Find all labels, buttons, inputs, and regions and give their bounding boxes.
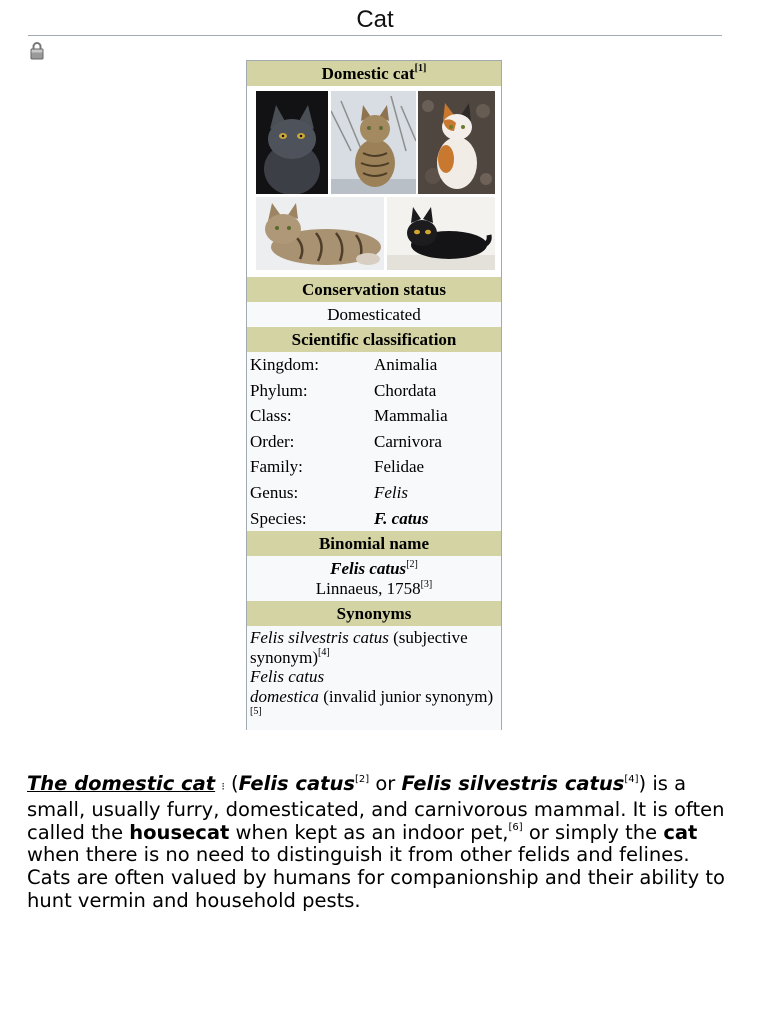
citation-link[interactable]: [3] (420, 578, 433, 590)
citation-link[interactable]: [6] (508, 822, 523, 834)
classification-value[interactable]: Felidae (374, 457, 425, 477)
bold-term: housecat (129, 820, 230, 844)
cat-photo-russian-blue[interactable] (256, 91, 328, 194)
classification-key: Family: (250, 457, 303, 477)
binomial-name-header: Binomial name (247, 531, 501, 556)
classification-row (247, 378, 501, 404)
citation-link[interactable]: [4] (318, 647, 330, 658)
infobox-title-text: Domestic cat (321, 64, 415, 83)
citation-link[interactable]: [5] (250, 705, 262, 717)
classification-key: Order: (250, 431, 295, 451)
citation-link[interactable]: [1] (414, 63, 427, 75)
intro-text: ( (224, 772, 239, 795)
classification-value: F. catus (374, 508, 429, 528)
conservation-status-header: Conservation status (247, 277, 501, 302)
intro-text: ) is a small, usually furry, domesticated, and carnivorous mammal. It is often called the (27, 772, 725, 844)
cat-photo-tabby-lying[interactable] (256, 197, 384, 270)
classification-row (247, 454, 501, 480)
synonym-name: Felis catus (250, 667, 325, 687)
scientific-classification-header: Scientific classification (247, 327, 501, 352)
cat-photo-tabby[interactable] (331, 91, 416, 194)
classification-value[interactable]: Mammalia (374, 406, 448, 426)
classification-value[interactable]: Chordata (374, 380, 437, 400)
classification-key: Genus: (250, 482, 299, 502)
synonym-item (250, 628, 498, 667)
title-divider (28, 35, 722, 36)
intro-text: or (369, 772, 402, 795)
classification-value[interactable]: Carnivora (374, 431, 442, 451)
intro-text: when kept as an indoor pet, (229, 820, 509, 844)
cat-photo-black[interactable] (387, 197, 495, 270)
synonyms-header: Synonyms (247, 601, 501, 626)
citation-link[interactable]: [2] (406, 558, 418, 570)
citation-link[interactable]: [4] (624, 773, 639, 785)
page-title: Cat (356, 6, 394, 33)
classification-value[interactable]: Felis (374, 482, 408, 502)
infobox-title (247, 61, 501, 86)
bold-term: cat (663, 820, 698, 844)
synonyms-list (247, 626, 501, 728)
synonym-note: (invalid junior synonym) (318, 686, 494, 706)
classification-key: Species: (250, 508, 307, 528)
synonym-item (250, 667, 498, 726)
classification-row (247, 506, 501, 532)
intro-paragraph (27, 773, 727, 913)
conservation-status-value: Domesticated (327, 305, 421, 324)
synonym-name: domestica (250, 686, 319, 706)
synonym-name: Felis silvestris catus (250, 628, 389, 648)
classification-key: Kingdom: (250, 355, 319, 374)
cat-photo-calico[interactable] (418, 91, 495, 194)
binomial-authority[interactable]: Linnaeus, 1758 (315, 579, 421, 599)
lead-link[interactable]: The domestic cat (27, 772, 216, 795)
synonym-note: (subjective synonym) (250, 628, 468, 667)
citation-link[interactable]: [2] (354, 773, 370, 785)
binomial-name: Felis catus (330, 559, 407, 579)
intro-text: when there is no need to distinguish it from other felids and felines. Cats are often valued by humans for companionship and their ability to hunt vermin and household pests. (27, 843, 725, 912)
scientific-name: Felis catus (238, 772, 355, 795)
lead-marker[interactable]: ⁝ (221, 780, 225, 793)
classification-value[interactable]: Animalia (374, 355, 438, 374)
classification-row (247, 352, 501, 378)
classification-row (247, 403, 501, 429)
intro-text: or simply the (522, 820, 664, 844)
lock-icon[interactable] (30, 41, 44, 60)
binomial-name-block (247, 556, 501, 601)
infobox (246, 60, 502, 730)
classification-row (247, 429, 501, 455)
scientific-name: Felis silvestris catus (401, 772, 625, 795)
classification-key: Phylum: (250, 380, 308, 400)
photo-gallery (247, 86, 501, 277)
classification-row (247, 480, 501, 506)
classification-key: Class: (250, 406, 292, 426)
